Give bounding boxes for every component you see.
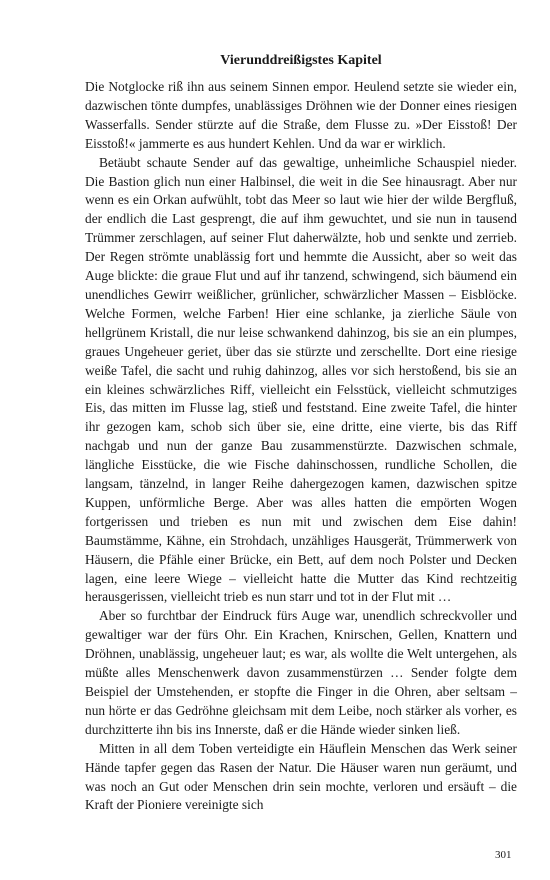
paragraph-4: Mitten in all dem Toben verteidigte ein Häuflein Menschen das Werk seiner Hände tapfer gegen das Rasen der Natur. Die Häuser waren nun geräumt, und was noch an Gut oder Menschen drin sein mochte, verloren und ersäuft – die Kraft der Pioniere vereinigte sich: [85, 740, 517, 813]
paragraph-3: Aber so furchtbar der Eindruck fürs Auge war, unendlich schreckvoller und gewaltiger war der fürs Ohr. Ein Krachen, Knirschen, Gellen, Knattern und Dröhnen, unablässig, ungeheuer laut; es war, als wollte die Welt untergehen, als müßte alles Menschenwerk davon zusammenstürzen … Sender folgte dem Beispiel der Umstehenden, er stopfte die Finger in die Ohren, aber seltsam – nun hörte er das Gedröhne gleichsam mit dem Leibe, noch stärker als vorher, es durchzitterte ihn bis ins Innerste, daß er die Hände wieder sinken ließ.: [85, 608, 517, 737]
chapter-title: Vierunddreißigstes Kapitel: [220, 53, 382, 68]
book-page: [85, 52, 517, 815]
paragraph-1: Die Notglocke riß ihn aus seinem Sinnen empor. Heulend setzte sie wieder ein, dazwischen tönte dumpfes, unablässiges Dröhnen wie der Donner eines riesigen Wasserfalls. Sender stürzte auf die Straße, dem Flusse zu. »Der Eisstoß! Der Eisstoß!« jammerte es aus hundert Kehlen. Und da war er wirklich.: [85, 79, 517, 151]
page-number: 301: [495, 849, 512, 861]
paragraph-2: Betäubt schaute Sender auf das gewaltige, unheimliche Schauspiel nieder. Die Bastion glich nun einer Halbinsel, die weit in die See hinausragt. Aber nur wenn es ein Orkan aufwühlt, tobt das Meer so laut wie hier der wilde Bergfluß, der endlich die Last gesprengt, die auf ihm gewuchtet, und sie nun in tausend Trümmer zerschlagen, auf seiner Flut daherwälzte, hob und senkte und zerrieb. Der Regen strömte unablässig fort und hemmte die Aussicht, aber so weit das Auge blickte: die graue Flut und auf ihr tanzend, schwingend, sich bäumend ein unendliches Gewirr weißlicher, grünlicher, schwärzlicher Massen – Eisblöcke. Welche Formen, welche Farben! Hier eine schlanke, ja zierliche Säule von hellgrünem Kristall, die nur leise schwankend dahinzog, bis sie an ein plumpes, graues Ungeheuer geriet, über das sie stürzte und zerschellte. Dort eine riesige weiße Tafel, die sacht und ruhig dahinzog, alles vor sich herstoßend, bis sie an ein kleines schwärzliches Riff, vielleicht ein Felsstück, vielleicht schmutziges Eis, das mitten im Flusse lag, stieß und feststand. Eine zweite Tafel, die hinter ihr gezogen kam, schob sich über sie, eine dritte, eine vierte, bis das Riff nachgab und nun der ganze Bau zusammenstürzte. Dazwischen schmale, längliche Eisstücke, die wie Fische dahinschossen, rundliche Schollen, die langsam, tänzelnd, in langer Reihe dahergezogen kamen, dazwischen spitze Kuppen, unförmliche Berge. Aber was alles hatten die empörten Wogen fortgerissen und trieben es nun mit und zwischen dem Eise dahin! Baumstämme, Kähne, ein Strohdach, unzähliges Hausgerät, Trümmerwerk von Häusern, die Pfähle einer Brücke, ein Bett, auf dem noch Polster und Decken lagen, eine leere Wiege – vielleicht hatte die Mutter das Kind rechtzeitig herausgerissen, vielleicht trieb es nun starr und tot in der Flut mit …: [85, 154, 517, 605]
